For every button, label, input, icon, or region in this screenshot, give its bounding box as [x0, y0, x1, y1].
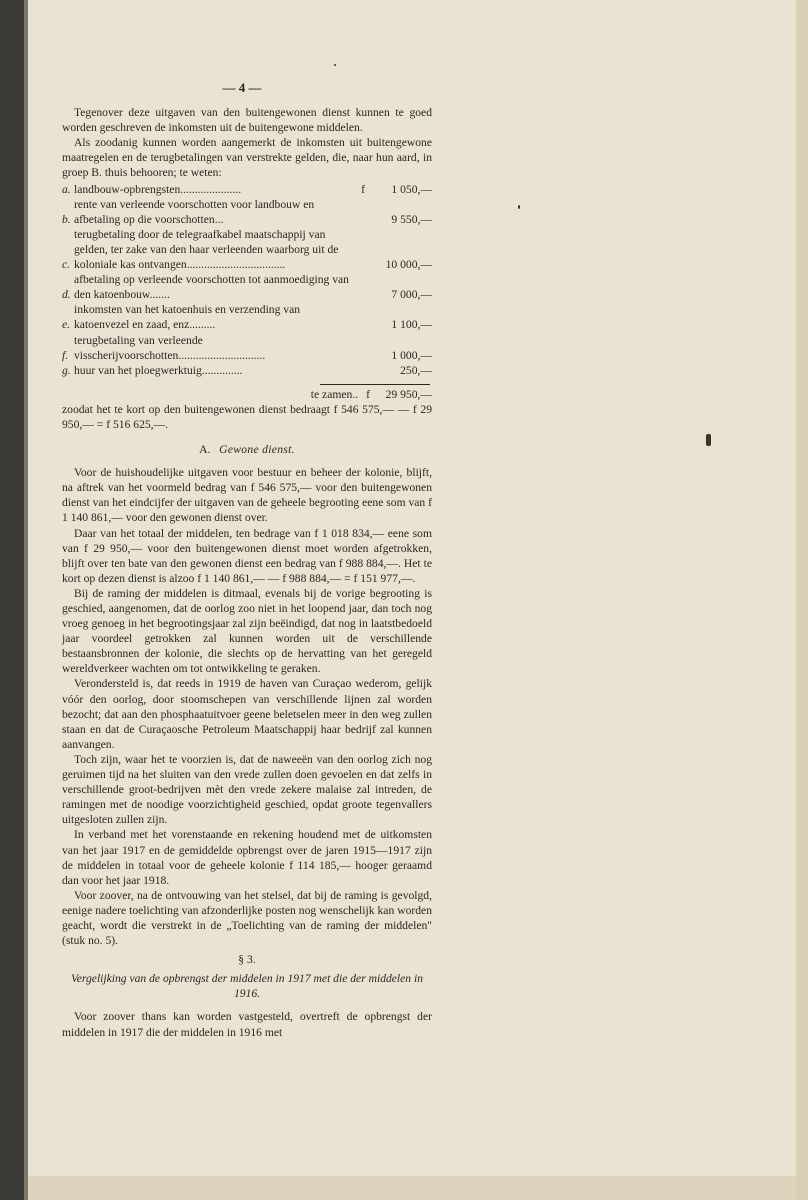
total-rule	[320, 384, 430, 385]
item-label: d.	[62, 288, 71, 302]
item-amount: 10 000,—	[385, 258, 432, 272]
page-right-edge	[796, 0, 808, 1200]
paragraph: Voor zoover thans kan worden vastgesteld, overtreft de opbrengst der middelen in 1917 die der middelen in 1916 met	[62, 1010, 432, 1039]
list-item	[62, 272, 432, 302]
item-label: e.	[62, 318, 71, 332]
item-label: a.	[62, 182, 71, 196]
item-label: b.	[62, 212, 71, 226]
page-bottom-edge	[28, 1176, 808, 1200]
ink-speck	[518, 205, 520, 209]
ink-speck	[334, 64, 336, 66]
list-item	[62, 197, 432, 227]
list-item	[62, 227, 432, 272]
item-label: c.	[62, 258, 71, 272]
paragraph: Voor zoover, na de ontvouwing van het stelsel, dat bij de raming is gevolgd, eenige nadere toelichting van afzonderlijke posten nog wenschelijk kan worden geacht, wordt die verstrekt in de „Toelichting van de raming der middelen" (stuk no. 5).	[62, 888, 432, 948]
list-item	[62, 333, 432, 363]
paragraph: Toch zijn, waar het te voorzien is, dat de naweeën van den oorlog zich nog geruimen tijd na het sluiten van den vrede zullen doen gevoelen en dat zelfs in verschillende groot-bedrijven mèt den vrede zekere malaise zal intreden, de ramingen met de noodige voorzichtigheid geschied, opdat groote tegenvallers uitgesloten zullen zijn.	[62, 752, 432, 827]
item-text: rente van verleende voorschotten voor landbouw en afbetaling op die voorschotten...	[74, 197, 315, 226]
heading-letter: A.	[199, 443, 211, 457]
paragraph: zoodat het te kort op den buitengewonen dienst bedraagt f 546 575,— — f 29 950,— = f 516 625,—.	[62, 402, 432, 431]
paragraph: In verband met het vorenstaande en rekening houdend met de uitkomsten van het jaar 1917 en de gemiddelde opbrengst over de jaren 1915—1917 zijn de middelen in totaal voor de geheele kolonie f 114 185,— hooger geraamd dan voor het jaar 1918.	[62, 828, 432, 887]
item-amount: 250,—	[400, 363, 432, 377]
section-mark: § 3.	[238, 953, 256, 967]
item-text: huur van het ploegwerktuig..............	[74, 363, 243, 377]
item-label: f.	[62, 348, 69, 362]
income-list	[62, 182, 432, 378]
paragraph: Voor de huishoudelijke uitgaven voor bestuur en beheer der kolonie, blijft, na aftrek van het voormeld bedrag van f 546 575,— voor den buitengewonen dienst van het eindcijfer der uitgaven van de geheele begrooting eene som van f 1 140 861,— voor den gewonen dienst over.	[62, 466, 432, 525]
paragraph: Verondersteld is, dat reeds in 1919 de haven van Curaçao wederom, gelijk vóór den oorlog, door stoomschepen van verschillende lijnen zal worden bezocht; dat aan den phosphaatuitvoer geene beletselen meer in den weg zullen staan en dat de Curaçaosche Petroleum Maatschappij haar bedrijf zal kunnen aanvangen.	[62, 677, 432, 751]
item-currency: f	[361, 182, 365, 196]
total-row	[62, 387, 432, 402]
ink-speck	[706, 434, 711, 446]
total-currency: f	[366, 387, 370, 401]
paragraph: Tegenover deze uitgaven van den buitengewonen dienst kunnen te goed worden geschreven de inkomsten uit de buitengewone middelen.	[62, 106, 432, 135]
list-item	[62, 182, 432, 197]
item-text: landbouw-opbrengsten.....................	[74, 182, 242, 196]
paragraph: Als zoodanig kunnen worden aangemerkt de inkomsten uit buitengewone maatregelen en de terugbetalingen van verstrekte gelden, die, naar hun aard, in groep B. thuis behooren; te weten:	[62, 136, 432, 180]
item-amount: 1 050,—	[391, 182, 432, 196]
total-label: te zamen..	[310, 387, 359, 401]
item-amount: 1 000,—	[391, 348, 432, 362]
list-item	[62, 363, 432, 378]
section-caption: Vergelijking van de opbrengst der middelen in 1917 met die der middelen in 1916.	[70, 972, 424, 1001]
page-number: — 4 —	[222, 80, 262, 95]
item-text: inkomsten van het katoenhuis en verzending van katoenvezel en zaad, enz.........	[74, 303, 301, 332]
item-amount: 9 550,—	[391, 212, 432, 226]
item-text: afbetaling op verleende voorschotten tot aanmoediging van den katoenbouw.......	[74, 273, 349, 302]
list-item	[62, 302, 432, 332]
paragraph: Bij de raming der middelen is ditmaal, evenals bij de vorige begrooting is geschied, aangenomen, dat de oorlog zoo niet in het loopend jaar, dan toch nog vroeg genoeg in het begrootingsjaar zal zijn beëindigd, dat nog in laatstbedoeld jaar voordeel getrokken zal kunnen worden uit de verschillende bestaansbronnen der kolonie, die slechts op de hervatting van het geregeld wereldverkeer wachten om tot ontwikkeling te geraken.	[62, 586, 432, 676]
document-body	[62, 80, 432, 1040]
section-heading	[62, 442, 432, 457]
item-label: g.	[62, 363, 71, 377]
heading-title: Gewone dienst.	[219, 443, 295, 457]
scan-border	[0, 0, 24, 1200]
paragraph: Daar van het totaal der middelen, ten bedrage van f 1 018 834,— eene som van f 29 950,— voor den buitengewonen dienst moet worden afgetrokken, blijft over ten bate van den gewonen dienst een bedrag van f 988 884,—. Het te kort op dezen dienst is alzoo f 1 140 861,— — f 988 884,— = f 151 977,—.	[62, 526, 432, 585]
item-text: terugbetaling door de telegraafkabel maatschappij van gelden, ter zake van den haar verleenden waarborg uit de koloniale kas ontvangen..................................	[74, 227, 339, 272]
total-amount: 29 950,—	[385, 387, 432, 401]
item-amount: 1 100,—	[391, 318, 432, 332]
item-text: terugbetaling van verleende visscherijvoorschotten..............................	[74, 333, 266, 362]
item-amount: 7 000,—	[391, 288, 432, 302]
